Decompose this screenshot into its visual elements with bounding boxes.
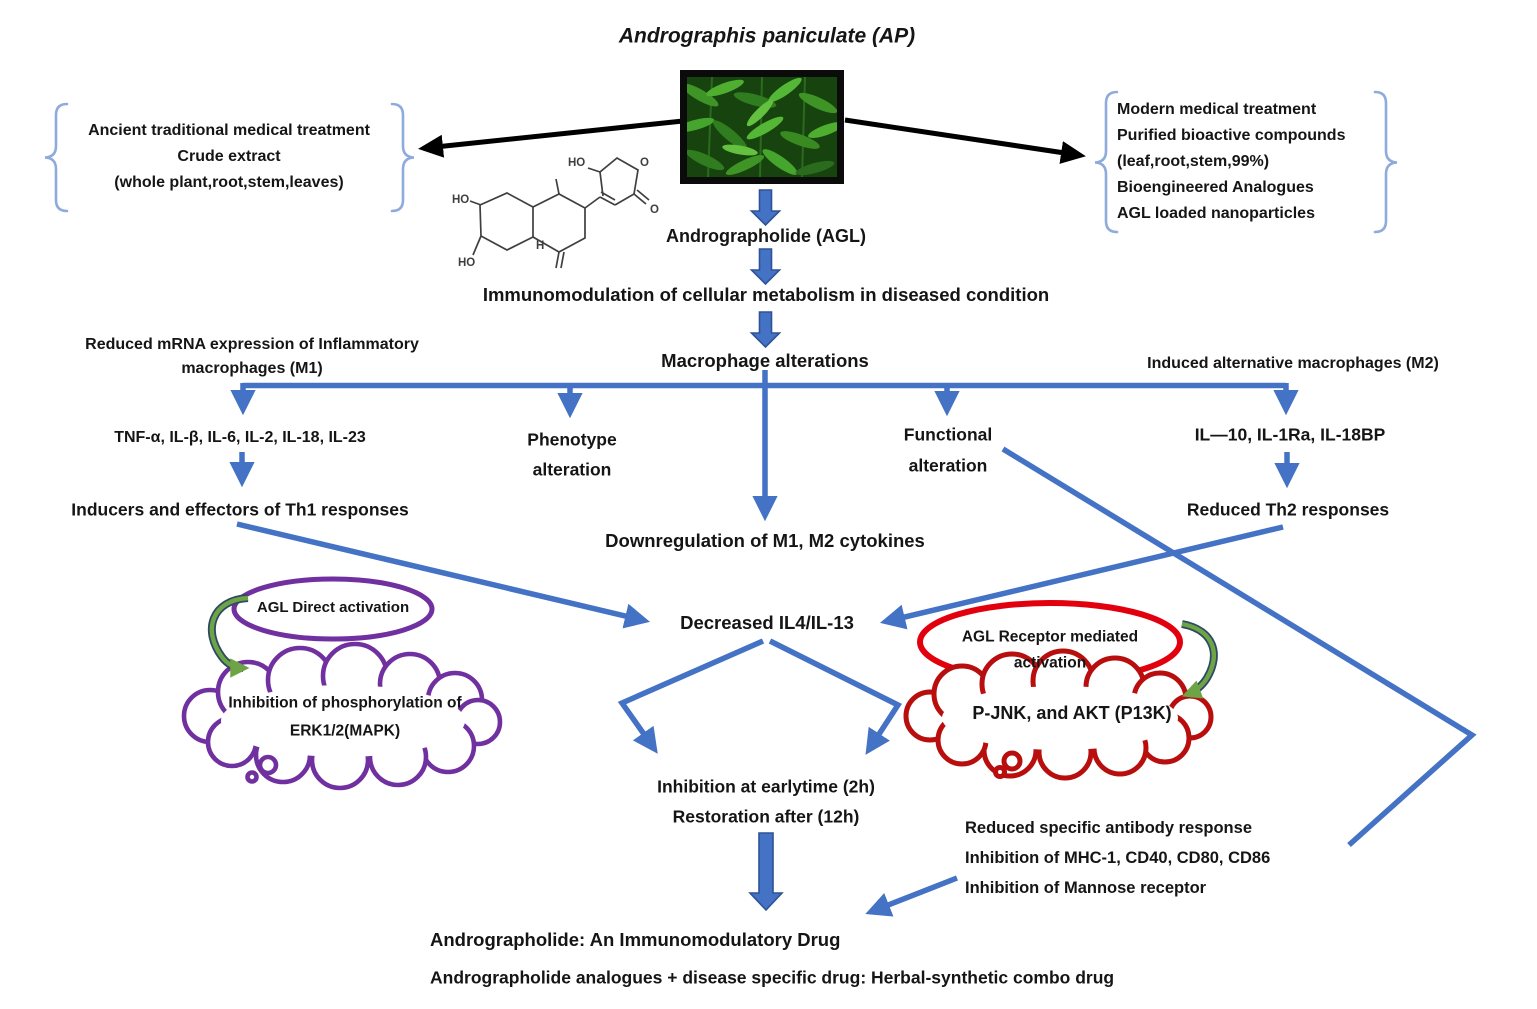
molecule-methylene: [556, 252, 564, 268]
arrow-to-modern: [845, 120, 1078, 155]
phenotype-line2: alteration: [532, 459, 612, 480]
block-arrow-photo-to-agl: [752, 190, 780, 225]
molecule-structure: [452, 157, 659, 269]
red-cloud-label: P-JNK, and AKT (P13K): [972, 703, 1172, 724]
traditional-treatment-line3: (whole plant,root,stem,leaves): [114, 174, 344, 192]
plant-photo: [674, 70, 845, 184]
molecule-bond-ho2: [473, 236, 481, 255]
purple-cloud-line2: ERK1/2(MAPK): [289, 722, 401, 740]
molecule-lactone-ring: [600, 158, 638, 205]
right-brace-open: [1095, 92, 1117, 232]
arrow-to-traditional: [426, 121, 683, 148]
th2-responses-label: Reduced Th2 responses: [1186, 499, 1390, 520]
inhibition-early-label: Inhibition at earlytime (2h): [657, 776, 875, 797]
molecule-ho2-label: HO: [458, 257, 476, 269]
conclusion-line1: Andrographolide: An Immunomodulatory Drug: [430, 928, 841, 950]
block-arrow-to-conclusion: [750, 833, 782, 910]
block-arrow-agl-to-immuno: [752, 249, 780, 284]
block-arrow-immuno-to-macrophage: [752, 312, 780, 347]
modern-treatment-line3: (leaf,root,stem,99%): [1117, 153, 1270, 171]
purple-cloud-line1: Inhibition of phosphorylation of: [228, 694, 462, 712]
molecule-bond-ho1: [470, 201, 481, 205]
modern-treatment-line1: Modern medical treatment: [1117, 101, 1317, 119]
molecule-methyl: [556, 179, 559, 194]
agl-direct-activation-label: AGL Direct activation: [256, 598, 410, 616]
modern-treatment-line5: AGL loaded nanoparticles: [1117, 205, 1315, 223]
green-arrow-right-outline: [1182, 624, 1214, 694]
agl-receptor-line2: activation: [1013, 654, 1087, 672]
molecule-ho1-label: HO: [452, 194, 470, 206]
restoration-label: Restoration after (12h): [672, 806, 860, 827]
molecule-oring-label: O: [640, 157, 649, 169]
right-brace-close: [1375, 92, 1397, 232]
m1-label-line1: Reduced mRNA expression of Inflammatory: [85, 336, 419, 354]
molecule-oketo-label: O: [650, 204, 659, 216]
m1-cytokines-label: TNF-α, IL-β, IL-6, IL-2, IL-18, IL-23: [114, 429, 366, 447]
phenotype-line1: Phenotype: [527, 429, 617, 450]
immunomodulation-label: Immunomodulation of cellular metabolism in diseased condition: [482, 283, 1050, 305]
andrographolide-label: Andrographolide (AGL): [666, 226, 866, 247]
modern-treatment-line4: Bioengineered Analogues: [1117, 179, 1314, 197]
downregulation-label: Downregulation of M1, M2 cytokines: [605, 529, 925, 551]
molecule-ho3-label: HO: [568, 157, 586, 169]
agl-receptor-line1: AGL Receptor mediated: [961, 628, 1139, 646]
molecule-chain: [585, 197, 600, 208]
modern-treatment-line2: Purified bioactive compounds: [1117, 127, 1346, 145]
molecule-keto-bond: [634, 190, 649, 204]
th1-responses-label: Inducers and effectors of Th1 responses: [71, 499, 409, 520]
traditional-treatment-line2: Crude extract: [177, 148, 281, 166]
antibody-line3: Inhibition of Mannose receptor: [965, 878, 1207, 897]
molecule-h-label: H: [536, 240, 545, 252]
blue-lines: [237, 370, 1472, 911]
traditional-treatment-line1: Ancient traditional medical treatment: [88, 122, 370, 140]
v-left-to-inhibition: [622, 641, 763, 747]
molecule-bond-ho3: [588, 168, 600, 172]
antibody-line1: Reduced specific antibody response: [965, 818, 1252, 837]
v-right-to-inhibition: [770, 641, 898, 748]
functional-line2: alteration: [908, 455, 988, 476]
page-title: Andrographis paniculate (AP): [618, 24, 916, 48]
arrow-antibody-to-conclusion: [873, 878, 957, 911]
decreased-il4-label: Decreased IL4/IL-13: [680, 611, 854, 633]
m2-label: Induced alternative macrophages (M2): [1147, 355, 1439, 373]
m2-cytokines-label: IL—10, IL-1Ra, IL-18BP: [1194, 424, 1386, 445]
molecule-ring-a: [480, 193, 533, 250]
m1-label-line2: macrophages (M1): [181, 360, 323, 378]
left-brace-close: [392, 104, 414, 211]
left-brace-open: [45, 104, 67, 211]
functional-line1: Functional: [903, 424, 993, 445]
macrophage-alterations-label: Macrophage alterations: [661, 349, 869, 371]
conclusion-line2: Andrographolide analogues + disease specific drug: Herbal-synthetic combo drug: [430, 967, 1115, 988]
antibody-line2: Inhibition of MHC-1, CD40, CD80, CD86: [965, 848, 1271, 867]
